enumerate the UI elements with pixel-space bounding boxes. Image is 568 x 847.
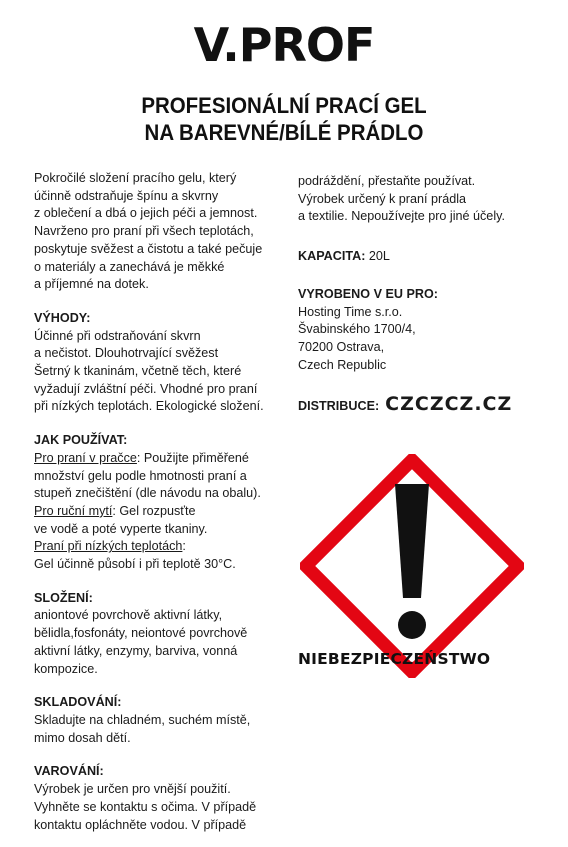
usage-low-text: :: [182, 539, 186, 554]
intro-line: Navrženo pro praní při všech teplotách,: [34, 224, 254, 239]
intro-line: a příjemné na dotek.: [34, 277, 149, 292]
signal-word: NIEBEZPIECZEŃSTWO: [298, 650, 491, 668]
ghs-exclamation-mark-icon: [300, 454, 524, 678]
capacity-row: [298, 248, 548, 266]
usage-hand: [34, 503, 284, 521]
warning-line: Vyhněte se kontaktu s očima. V případě: [34, 799, 257, 814]
intro-line: z oblečení a dbá o jejich péči a jemnost.: [34, 206, 258, 221]
composition-section: [34, 590, 284, 679]
usage-section: [34, 432, 284, 574]
composition-heading: SLOŽENÍ:: [34, 590, 93, 605]
usage-machine-label: Pro praní v pračce: [34, 450, 137, 465]
usage-machine-text: : Použijte přiměřené: [136, 450, 249, 465]
product-title-line-1: PROFESIONÁLNÍ PRACÍ GEL: [141, 93, 427, 118]
usage-heading: JAK POUŽÍVAT:: [34, 433, 128, 448]
manufacturer-line: 70200 Ostrava,: [298, 339, 385, 354]
distribution-label: DISTRIBUCE:: [298, 399, 380, 414]
benefits-line: Šetrný k tkaninám, včetně těch, které: [34, 364, 242, 379]
capacity-label: KAPACITA:: [298, 249, 366, 264]
manufacturer-section: [298, 286, 548, 375]
intro-text: [34, 170, 284, 294]
warning-line: kontaktu opláchněte vodou. V případě: [34, 817, 247, 832]
usage-hand-label: Pro ruční mytí: [34, 503, 113, 518]
benefits-line: Účinné při odstraňování skvrn: [34, 328, 201, 343]
product-title-line-2: NA BAREVNÉ/BÍLÉ PRÁDLO: [144, 120, 424, 145]
right-column: [298, 173, 548, 416]
composition-line: aktivní látky, enzymy, barviva, vonná: [34, 643, 238, 658]
benefits-line: a nečistot. Dlouhotrvající svěžest: [34, 346, 219, 361]
storage-line: mimo dosah dětí.: [34, 730, 131, 745]
intro-line: Pokročilé složení pracího gelu, který: [34, 171, 237, 185]
warning-section: [34, 763, 284, 834]
product-title: [20, 92, 548, 146]
usage-machine: [34, 450, 284, 468]
warning-continued: [298, 173, 548, 226]
composition-line: aniontové povrchově aktivní látky,: [34, 608, 223, 623]
warning-line: a textilie. Nepoužívejte pro jiné účely.: [298, 209, 505, 224]
intro-line: účinně odstraňuje špínu a skvrny: [34, 188, 219, 203]
warning-heading: VAROVÁNÍ:: [34, 764, 104, 779]
usage-hand-text: : Gel rozpusťte: [112, 503, 196, 518]
usage-line: ve vodě a poté vyperte tkaniny.: [34, 521, 208, 536]
warning-line: Výrobek určený k praní prádla: [298, 191, 467, 206]
intro-line: poskytuje svěžest a čistotu a také pečuje: [34, 241, 263, 256]
composition-line: bělidla,fosfonáty, neiontové povrchově: [34, 626, 248, 641]
usage-line: stupeň znečištění (dle návodu na obalu).: [34, 486, 261, 501]
benefits-section: [34, 310, 284, 416]
manufacturer-line: Hosting Time s.r.o.: [298, 304, 403, 319]
benefits-heading: VÝHODY:: [34, 310, 91, 325]
distribution-row: [298, 393, 548, 416]
composition-line: kompozice.: [34, 661, 98, 676]
usage-low-temp: [34, 538, 284, 556]
warning-line: podráždění, přestaňte používat.: [298, 174, 476, 188]
storage-heading: SKLADOVÁNÍ:: [34, 695, 122, 710]
storage-line: Skladujte na chladném, suchém místě,: [34, 712, 251, 727]
storage-section: [34, 694, 284, 747]
manufacturer-line: Czech Republic: [298, 357, 387, 372]
intro-line: o materiály a zanechává je měkké: [34, 259, 225, 274]
left-column: [34, 170, 284, 834]
capacity-value: 20L: [365, 249, 390, 264]
usage-line: Gel účinně působí i při teplotě 30°C.: [34, 557, 236, 572]
manufacturer-line: Švabinského 1700/4,: [298, 322, 416, 337]
benefits-line: při nízkých teplotách. Ekologické složení.: [34, 399, 264, 414]
usage-low-label: Praní při nízkých teplotách: [34, 539, 183, 554]
usage-line: množství gelu podle hmotnosti praní a: [34, 468, 247, 483]
manufacturer-heading: VYROBENO V EU PRO:: [298, 286, 438, 301]
brand-logo: V.PROF: [193, 18, 375, 72]
distribution-value: CZCZCZ.CZ: [385, 393, 513, 416]
benefits-line: vyžadují zvláštní péči. Vhodné pro praní: [34, 381, 258, 396]
warning-line: Výrobek je určen pro vnější použití.: [34, 782, 231, 797]
